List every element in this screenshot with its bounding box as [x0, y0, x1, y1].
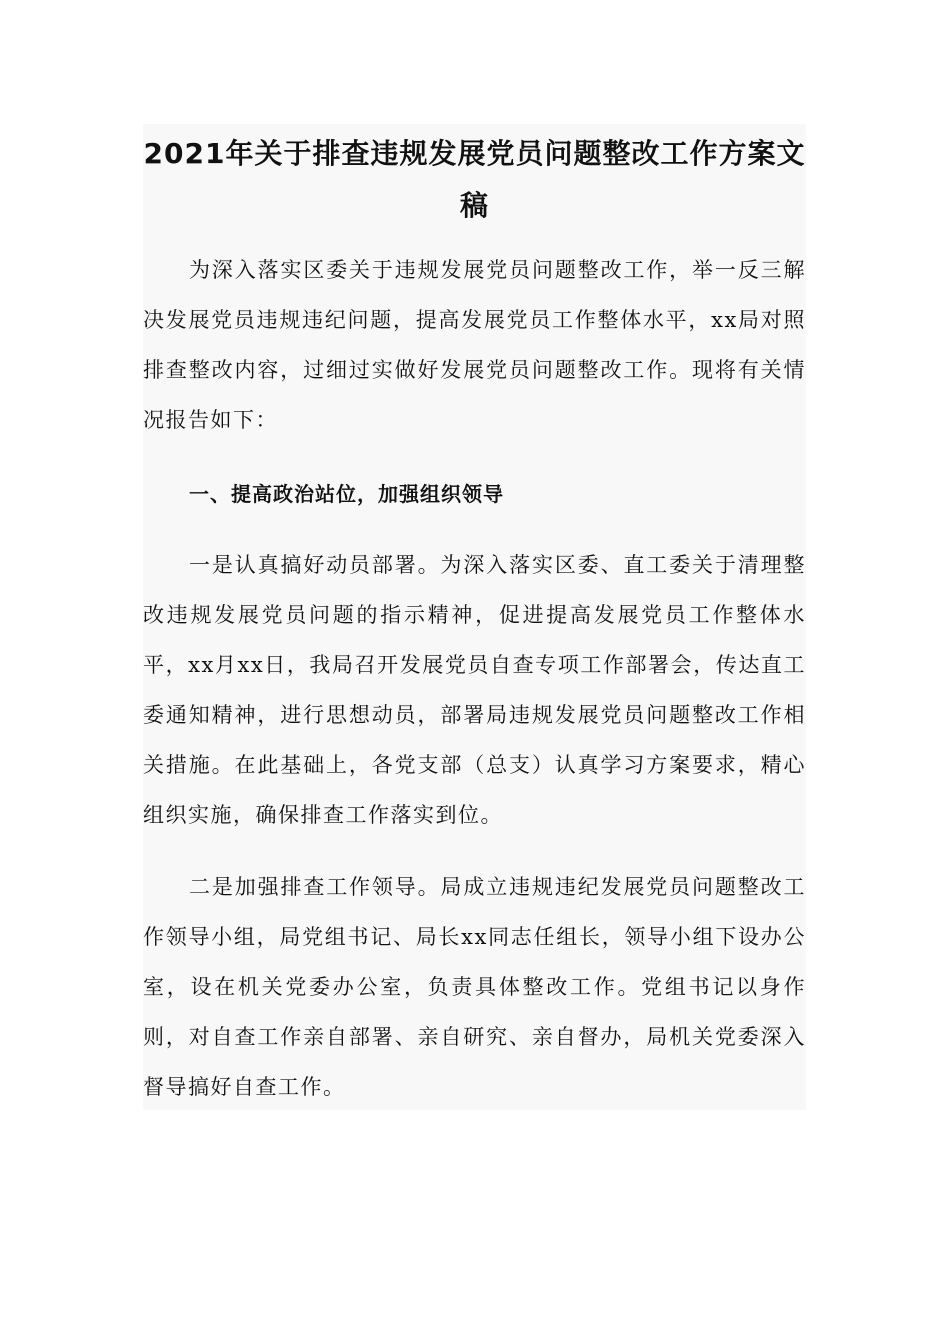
- document-title: 2021年关于排查违规发展党员问题整改工作方案文稿: [143, 137, 806, 222]
- section1-paragraph-1: 一是认真搞好动员部署。为深入落实区委、直工委关于清理整改违规发展党员问题的指示精神，促进提高发展党员工作整体水平，xx月xx日，我局召开发展党员自查专项工作部署会，传达直工委通知精神，进行思想动员，部署局违规发展党员问题整改工作相关措施。在此基础上，各党支部（总支）认真学习方案要求，精心组织实施，确保排查工作落实到位。: [143, 553, 806, 827]
- section-heading-1: 一、提高政治站位，加强组织领导: [189, 482, 504, 506]
- section1-paragraph-2: 二是加强排查工作领导。局成立违规违纪发展党员问题整改工作领导小组，局党组书记、局长xx同志任组长，领导小组下设办公室，设在机关党委办公室，负责具体整改工作。党组书记以身作则，对自查工作亲自部署、亲自研究、亲自督办，局机关党委深入督导搞好自查工作。: [143, 875, 806, 1099]
- intro-paragraph: 为深入落实区委关于违规发展党员问题整改工作，举一反三解决发展党员违规违纪问题，提高发展党员工作整体水平，xx局对照排查整改内容，过细过实做好发展党员问题整改工作。现将有关情况报告如下：: [143, 258, 806, 432]
